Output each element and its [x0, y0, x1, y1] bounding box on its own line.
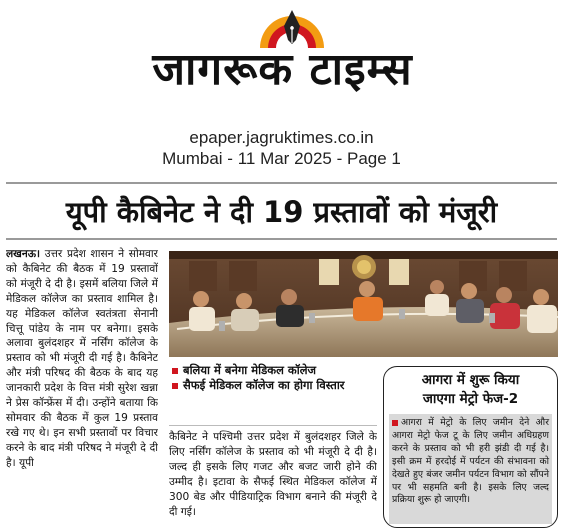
epaper-url[interactable]: epaper.jagruktimes.co.in: [189, 128, 374, 147]
highlights-divider: [169, 425, 377, 426]
metro-box-body: आगरा में मेट्रो के लिए जमीन देने और आगरा मेट्रो फेज टू के लिए जमीन अधिग्रहण करने के प्रस्ताव को भी हरी झंडी दी गई है। इसी क्रम में हरदोई में पर्यटन की संभावना को देखते हुए बंजर जमीन पर्यटन विभाग को सौंपने पर भी सहमति बनी है। इसके लिए जल्द प्रक्रिया शुरू हो जाएगी।: [389, 414, 552, 524]
edition-date-page: Mumbai - 11 Mar 2025 - Page 1: [162, 149, 401, 168]
metro-box-heading: आगरा में शुरू किया जाएगा मेट्रो फेज-2: [421, 372, 520, 407]
highlight-item: बलिया में बनेगा मेडिकल कॉलेज: [169, 363, 377, 378]
article-left-column: [6, 247, 158, 527]
article-highlights: [169, 363, 377, 425]
highlight-item: सैफई मेडिकल कॉलेज का होगा विस्तार: [169, 378, 377, 393]
red-square-bullet-icon: [172, 383, 178, 389]
article-headline: यूपी कैबिनेट ने दी 19 प्रस्तावों को मंजूरी: [65, 195, 498, 229]
metro-sidebar-box: [383, 366, 558, 528]
article-middle-column: कैबिनेट ने पश्चिमी उत्तर प्रदेश में बुलंदशहर जिले के लिए नर्सिंग कॉलेज के प्रस्ताव को भी मंजूरी दे दी है। जल्द ही इसके लिए गजट और बजट जारी होने की उम्मीद है। इटावा के सैफई स्थित मेडिकल कॉलेज में 300 बेड और पीडियाट्रिक विभाग बनाने की मंजूरी दे दी गई।: [169, 431, 377, 518]
newspaper-logo-text: जागरूक टाइम्स: [152, 44, 413, 95]
dateline: लखनऊ।: [6, 248, 41, 260]
left-column-text: उत्तर प्रदेश शासन ने सोमवार को कैबिनेट की बैठक में 19 प्रस्तावों को मंजूरी दे दी है। इसमें बलिया जिले में मेडिकल कॉलेज का प्रस्ताव शामिल है। यह मेडिकल कॉलेज स्वतंत्रता सेनानी चित्तू पांडेय के नाम पर बनेगा। इसके अलावा बुलंदशहर में नर्सिंग कॉलेज के प्रस्ताव को भी मंजूरी दी गई है। कैबिनेट और मंत्री परिषद की बैठक के बाद यह जानकारी प्रदेश के वित्त मंत्री सुरेश खन्ना ने प्रेस कॉन्फ्रेंस में दी। उन्होंने बताया कि सोमवार की बैठक में कुल 19 प्रस्ताव रखे गए थे। इन सभी प्रस्तावों पर विचार करने के बाद मंत्री परिषद ने मंजूरी दे दी है। यूपी: [6, 248, 158, 469]
cabinet-meeting-photo: [169, 251, 558, 357]
red-square-bullet-icon: [392, 420, 398, 426]
top-divider: [6, 182, 557, 184]
pen-nib-sun-logo: [258, 6, 326, 48]
masthead: [0, 0, 563, 122]
headline-divider: [6, 238, 557, 240]
red-square-bullet-icon: [172, 368, 178, 374]
